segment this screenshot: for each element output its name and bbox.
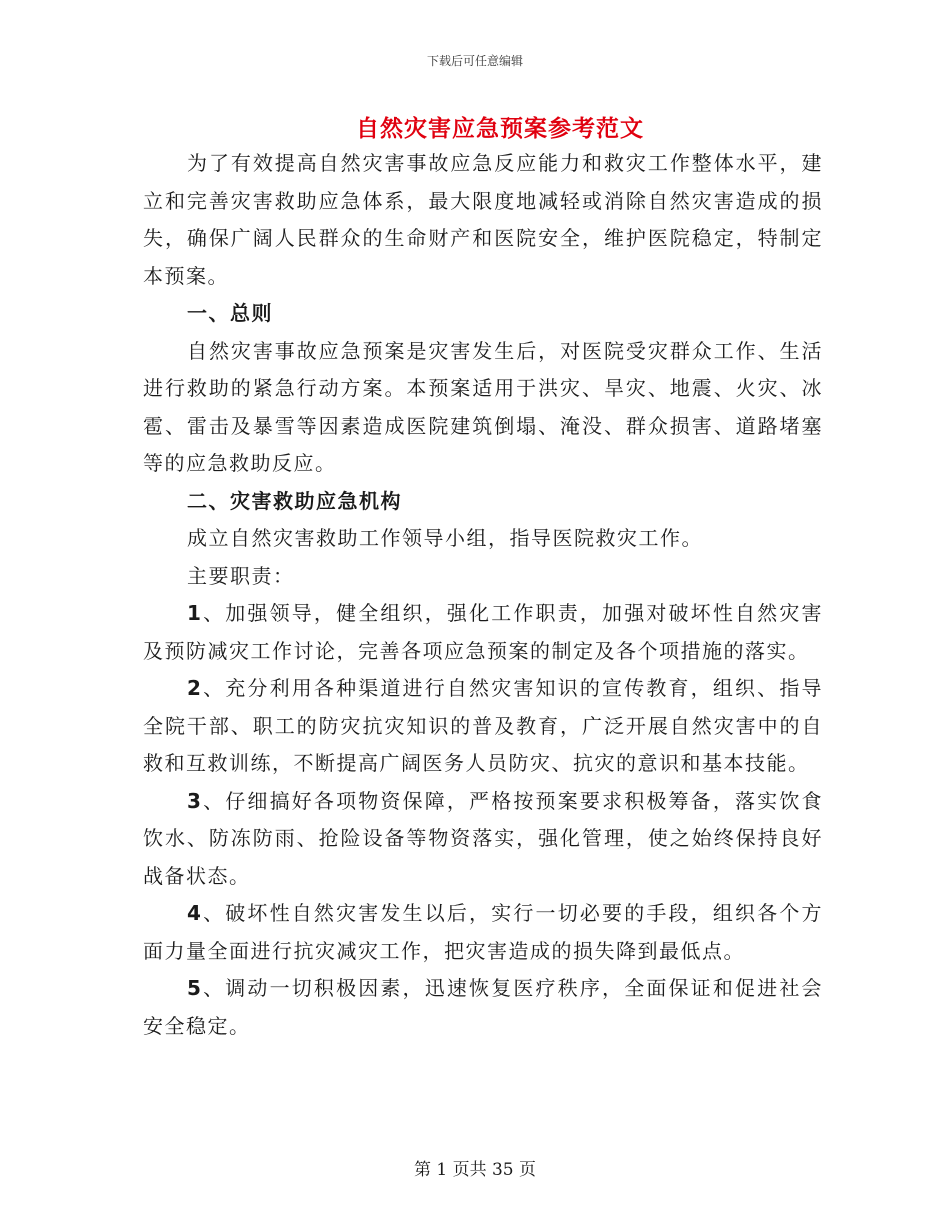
duty-item-number: 5 bbox=[187, 976, 203, 1000]
duty-item-text: 、仔细搞好各项物资保障，严格按预案要求积极筹备，落实饮食饮水、防冻防雨、抢险设备等物资落实，强化管理，使之始终保持良好战备状态。 bbox=[143, 788, 823, 888]
page-header: 下载后可任意编辑 bbox=[426, 54, 523, 68]
section-heading-organization: 二、灾害救助应急机构 bbox=[187, 488, 402, 513]
duty-item-number: 4 bbox=[187, 901, 203, 925]
general-paragraph: 自然灾害事故应急预案是灾害发生后，对医院受灾群众工作、生活进行救助的紧急行动方案。本预案适用于洪灾、旱灾、地震、火灾、冰雹、雷击及暴雪等因素造成医院建筑倒塌、淹没、群众损害、道路堵塞等的应急救助反应。 bbox=[143, 338, 823, 475]
page-footer: 第 1 页共 35 页 bbox=[413, 1160, 537, 1180]
duty-item-4 bbox=[143, 895, 823, 970]
duty-item-number: 3 bbox=[187, 788, 203, 813]
organization-paragraph: 成立自然灾害救助工作领导小组，指导医院救灾工作。 bbox=[187, 526, 703, 550]
duty-item-text: 、加强领导，健全组织，强化工作职责，加强对破坏性自然灾害及预防减灾工作讨论，完善各项应急预案的制定及各个项措施的落实。 bbox=[143, 601, 823, 663]
duty-item-number: 2 bbox=[187, 676, 203, 700]
duty-item-text: 、破坏性自然灾害发生以后，实行一切必要的手段，组织各个方面力量全面进行抗灾减灾工作，把灾害造成的损失降到最低点。 bbox=[143, 901, 823, 963]
duty-item-number: 1 bbox=[187, 601, 203, 625]
section-heading-general: 一、总则 bbox=[187, 301, 273, 325]
duty-item-text: 、调动一切积极因素，迅速恢复医疗秩序，全面保证和促进社会安全稳定。 bbox=[143, 976, 823, 1038]
duty-item-2 bbox=[143, 670, 823, 783]
duty-item-text: 、充分利用各种渠道进行自然灾害知识的宣传教育，组织、指导全院干部、职工的防灾抗灾知识的普及教育，广泛开展自然灾害中的自救和互救训练，不断提高广阔医务人员防灾、抗灾的意识和基本技能。 bbox=[143, 676, 823, 775]
duty-item-1 bbox=[143, 595, 823, 670]
document-body bbox=[143, 145, 823, 1045]
document-title: 自然灾害应急预案参考范文 bbox=[356, 116, 644, 142]
duties-label: 主要职责： bbox=[187, 563, 295, 588]
intro-paragraph: 为了有效提高自然灾害事故应急反应能力和救灾工作整体水平，建立和完善灾害救助应急体系，最大限度地减轻或消除自然灾害造成的损失，确保广阔人民群众的生命财产和医院安全，维护医院稳定，特制定本预案。 bbox=[143, 151, 823, 288]
duty-item-3 bbox=[143, 783, 823, 896]
duty-item-5 bbox=[143, 970, 823, 1045]
